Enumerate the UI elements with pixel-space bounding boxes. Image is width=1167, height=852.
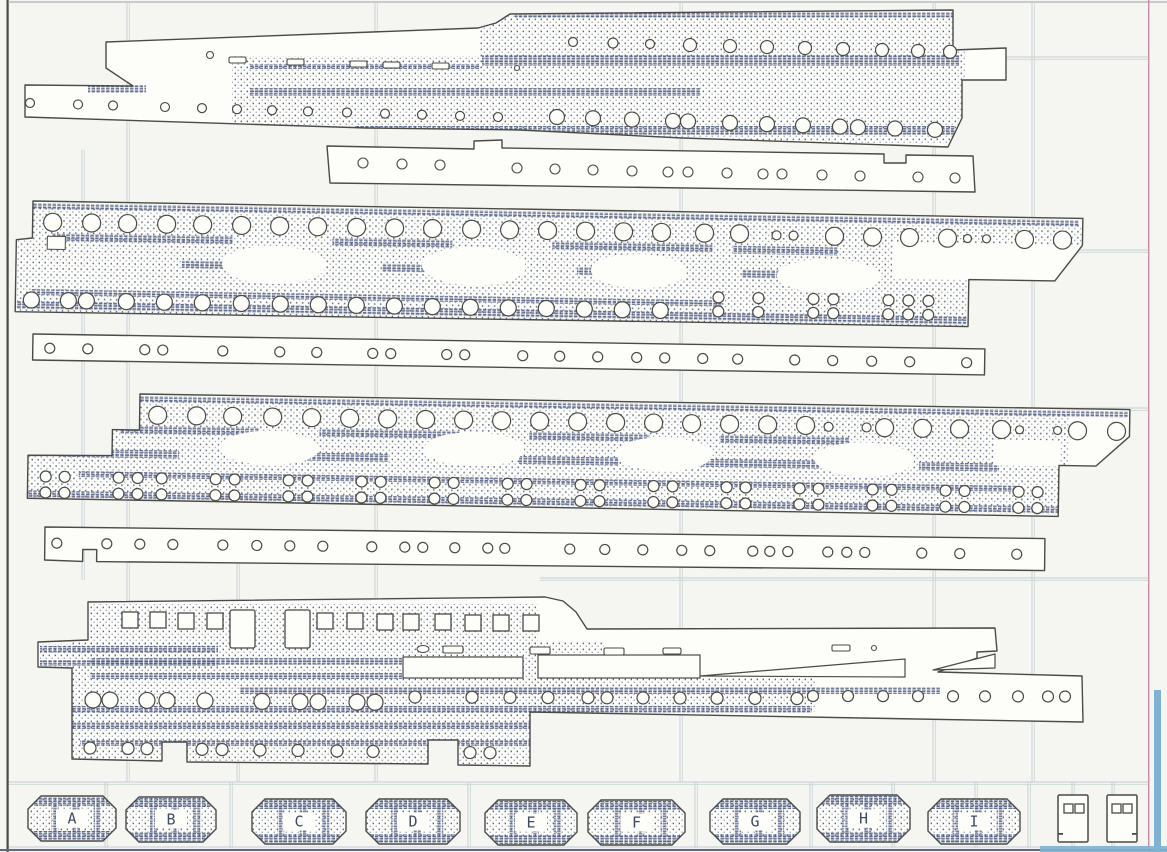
part-deck-b (15, 201, 1087, 330)
part-disc-i (928, 799, 1020, 844)
part-strip-a (327, 140, 975, 192)
part-disc-c (252, 799, 346, 844)
part-deck-a (25, 10, 1006, 147)
part-door-2 (1107, 795, 1137, 842)
disc-label-b: B (166, 810, 176, 829)
part-disc-h (817, 795, 910, 842)
disc-label-i: I (969, 812, 979, 831)
disc-label-g: G (750, 812, 760, 831)
part-disc-b (126, 797, 216, 842)
part-disc-d (366, 799, 460, 844)
disc-label-a: A (67, 809, 77, 828)
part-disc-g (710, 799, 800, 844)
disc-row (28, 795, 1020, 845)
part-disc-f (588, 800, 685, 845)
part-hull (38, 597, 1083, 766)
parts-layer (15, 10, 1130, 766)
disc-label-f: F (631, 813, 642, 832)
part-door-1 (1058, 795, 1088, 842)
part-strip-b (33, 334, 985, 375)
door-panels (1058, 795, 1137, 842)
part-disc-e (485, 800, 577, 845)
disc-label-c: C (294, 812, 304, 831)
disc-label-e: E (526, 813, 536, 832)
part-deck-c (27, 392, 1130, 517)
disc-label-h: H (858, 809, 869, 828)
part-disc-a (28, 796, 116, 841)
part-strip-c (45, 527, 1045, 573)
disc-label-d: D (408, 812, 418, 831)
